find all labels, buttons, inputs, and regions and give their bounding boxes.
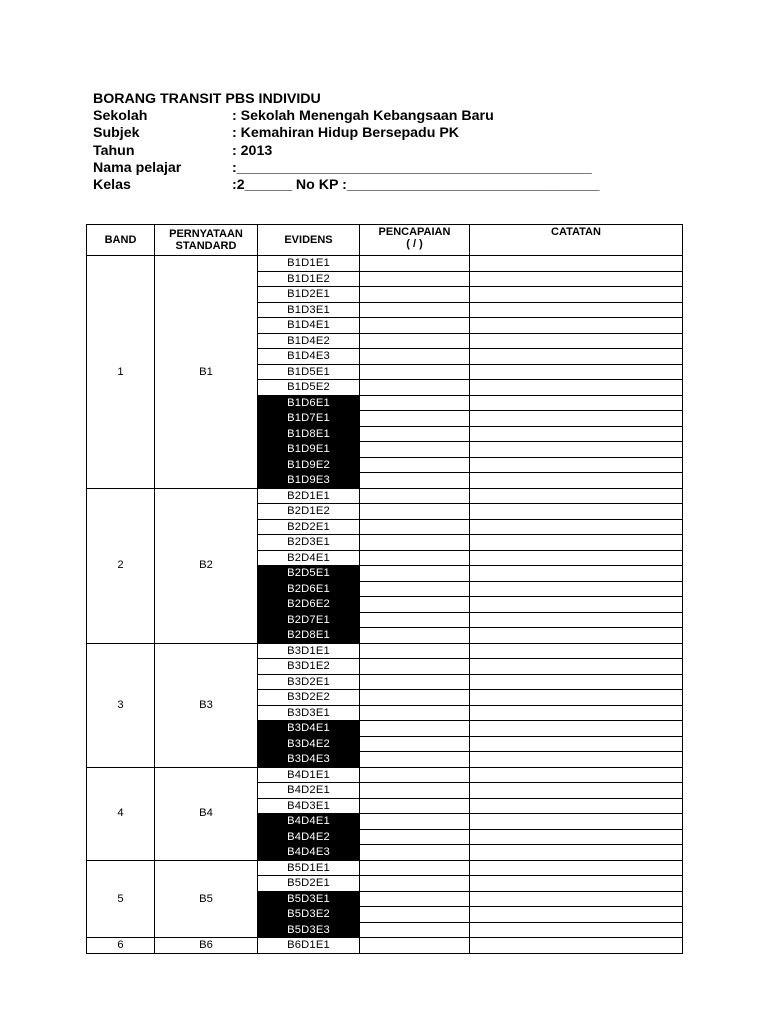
- pencapaian-cell[interactable]: [360, 705, 470, 721]
- form-title-text: BORANG TRANSIT PBS INDIVIDU: [93, 91, 321, 107]
- field-value: : 2013: [232, 142, 273, 159]
- catatan-cell[interactable]: [470, 736, 683, 752]
- catatan-cell[interactable]: [470, 705, 683, 721]
- catatan-cell[interactable]: [470, 907, 683, 923]
- evidence-cell: B4D1E1: [258, 767, 360, 783]
- catatan-cell[interactable]: [470, 845, 683, 861]
- catatan-cell[interactable]: [470, 798, 683, 814]
- pencapaian-cell[interactable]: [360, 519, 470, 535]
- pencapaian-cell[interactable]: [360, 333, 470, 349]
- pencapaian-cell[interactable]: [360, 535, 470, 551]
- pencapaian-cell[interactable]: [360, 845, 470, 861]
- evidence-cell: B1D5E2: [258, 380, 360, 396]
- pencapaian-cell[interactable]: [360, 736, 470, 752]
- band-cell: 5: [87, 860, 155, 938]
- catatan-cell[interactable]: [470, 519, 683, 535]
- evidence-cell: B4D4E1: [258, 814, 360, 830]
- evidence-cell: B1D9E3: [258, 473, 360, 489]
- catatan-cell[interactable]: [470, 566, 683, 582]
- evidence-cell: B1D1E1: [258, 256, 360, 272]
- pencapaian-cell[interactable]: [360, 411, 470, 427]
- catatan-cell[interactable]: [470, 349, 683, 365]
- standard-cell: B2: [155, 488, 258, 643]
- evidence-cell: B2D7E1: [258, 612, 360, 628]
- pencapaian-cell[interactable]: [360, 318, 470, 334]
- catatan-cell[interactable]: [470, 891, 683, 907]
- pencapaian-cell[interactable]: [360, 690, 470, 706]
- evidence-cell: B4D2E1: [258, 783, 360, 799]
- evidence-cell: B2D6E1: [258, 581, 360, 597]
- evidence-cell: B3D4E1: [258, 721, 360, 737]
- evidence-cell: B2D2E1: [258, 519, 360, 535]
- pencapaian-cell[interactable]: [360, 504, 470, 520]
- pencapaian-cell[interactable]: [360, 659, 470, 675]
- field-label: Tahun: [93, 142, 135, 159]
- catatan-cell[interactable]: [470, 535, 683, 551]
- catatan-cell[interactable]: [470, 550, 683, 566]
- catatan-cell[interactable]: [470, 612, 683, 628]
- field-nama-pelajar: [93, 160, 613, 177]
- catatan-cell[interactable]: [470, 442, 683, 458]
- pencapaian-cell[interactable]: [360, 767, 470, 783]
- pencapaian-cell[interactable]: [360, 814, 470, 830]
- catatan-cell[interactable]: [470, 473, 683, 489]
- evidence-cell: B5D2E1: [258, 876, 360, 892]
- header-evidens: EVIDENS: [258, 225, 360, 256]
- evidence-cell: B1D9E1: [258, 442, 360, 458]
- evidence-cell: B3D3E1: [258, 705, 360, 721]
- pencapaian-cell[interactable]: [360, 860, 470, 876]
- field-value: : Kemahiran Hidup Bersepadu PK: [232, 125, 460, 142]
- catatan-cell[interactable]: [470, 411, 683, 427]
- field-tahun: [93, 143, 613, 160]
- pencapaian-cell[interactable]: [360, 426, 470, 442]
- header-pencapaian-label: PENCAPAIAN: [378, 226, 451, 238]
- pencapaian-cell[interactable]: [360, 628, 470, 644]
- pencapaian-cell[interactable]: [360, 566, 470, 582]
- pencapaian-cell[interactable]: [360, 907, 470, 923]
- pencapaian-cell[interactable]: [360, 457, 470, 473]
- pencapaian-cell[interactable]: [360, 473, 470, 489]
- pencapaian-cell[interactable]: [360, 302, 470, 318]
- field-label: Kelas: [93, 176, 131, 193]
- standard-cell: B5: [155, 860, 258, 938]
- evidence-cell: B2D4E1: [258, 550, 360, 566]
- pencapaian-cell[interactable]: [360, 349, 470, 365]
- pencapaian-cell[interactable]: [360, 752, 470, 768]
- evidence-cell: B1D4E2: [258, 333, 360, 349]
- pencapaian-cell[interactable]: [360, 256, 470, 272]
- form-header: [93, 91, 613, 194]
- catatan-cell[interactable]: [470, 814, 683, 830]
- catatan-cell[interactable]: [470, 860, 683, 876]
- pencapaian-cell[interactable]: [360, 380, 470, 396]
- pencapaian-cell[interactable]: [360, 550, 470, 566]
- evidence-cell: B1D7E1: [258, 411, 360, 427]
- transit-table: [86, 224, 683, 954]
- header-band: BAND: [87, 225, 155, 256]
- catatan-cell[interactable]: [470, 457, 683, 473]
- table-row: [87, 488, 683, 504]
- field-value: :2______ No KP :________________________________: [232, 176, 600, 193]
- band-cell: 1: [87, 256, 155, 489]
- band-cell: 6: [87, 938, 155, 954]
- catatan-cell[interactable]: [470, 767, 683, 783]
- catatan-cell[interactable]: [470, 488, 683, 504]
- pencapaian-cell[interactable]: [360, 287, 470, 303]
- field-label: Sekolah: [93, 108, 148, 125]
- header-pencapaian-sub: ( / ): [406, 238, 423, 250]
- table-body: [87, 256, 683, 954]
- evidence-cell: B3D2E2: [258, 690, 360, 706]
- catatan-cell[interactable]: [470, 256, 683, 272]
- catatan-cell[interactable]: [470, 938, 683, 954]
- catatan-cell[interactable]: [470, 271, 683, 287]
- catatan-cell[interactable]: [470, 395, 683, 411]
- catatan-cell[interactable]: [470, 876, 683, 892]
- evidence-cell: B1D4E3: [258, 349, 360, 365]
- evidence-cell: B5D3E2: [258, 907, 360, 923]
- pencapaian-cell[interactable]: [360, 395, 470, 411]
- form-title: [93, 91, 613, 108]
- evidence-cell: B1D6E1: [258, 395, 360, 411]
- catatan-cell[interactable]: [470, 287, 683, 303]
- evidence-cell: B5D1E1: [258, 860, 360, 876]
- band-cell: 4: [87, 767, 155, 860]
- evidence-cell: B1D9E2: [258, 457, 360, 473]
- field-value: :_____________________________________________: [232, 159, 592, 176]
- catatan-cell[interactable]: [470, 597, 683, 613]
- evidence-cell: B1D3E1: [258, 302, 360, 318]
- table-row: [87, 643, 683, 659]
- catatan-cell[interactable]: [470, 829, 683, 845]
- evidence-cell: B1D8E1: [258, 426, 360, 442]
- evidence-cell: B4D4E2: [258, 829, 360, 845]
- pencapaian-cell[interactable]: [360, 783, 470, 799]
- evidence-cell: B2D6E2: [258, 597, 360, 613]
- pencapaian-cell[interactable]: [360, 876, 470, 892]
- standard-cell: B3: [155, 643, 258, 767]
- evidence-cell: B2D3E1: [258, 535, 360, 551]
- evidence-cell: B1D1E2: [258, 271, 360, 287]
- evidence-cell: B1D4E1: [258, 318, 360, 334]
- table-row: [87, 767, 683, 783]
- pencapaian-cell[interactable]: [360, 643, 470, 659]
- field-value: : Sekolah Menengah Kebangsaan Baru: [232, 108, 494, 125]
- catatan-cell[interactable]: [470, 628, 683, 644]
- evidence-cell: B6D1E1: [258, 938, 360, 954]
- pencapaian-cell[interactable]: [360, 442, 470, 458]
- evidence-cell: B2D1E1: [258, 488, 360, 504]
- catatan-cell[interactable]: [470, 752, 683, 768]
- header-pernyataan-standard: PERNYATAAN STANDARD: [155, 225, 258, 256]
- header-catatan: CATATAN: [470, 225, 683, 256]
- evidence-cell: B3D4E2: [258, 736, 360, 752]
- pencapaian-cell[interactable]: [360, 364, 470, 380]
- field-label: Subjek: [93, 125, 140, 142]
- catatan-cell[interactable]: [470, 721, 683, 737]
- evidence-cell: B1D5E1: [258, 364, 360, 380]
- catatan-cell[interactable]: [470, 364, 683, 380]
- pencapaian-cell[interactable]: [360, 271, 470, 287]
- catatan-cell[interactable]: [470, 922, 683, 938]
- band-cell: 3: [87, 643, 155, 767]
- pencapaian-cell[interactable]: [360, 581, 470, 597]
- pencapaian-cell[interactable]: [360, 891, 470, 907]
- pencapaian-cell[interactable]: [360, 938, 470, 954]
- pencapaian-cell[interactable]: [360, 798, 470, 814]
- catatan-cell[interactable]: [470, 380, 683, 396]
- catatan-cell[interactable]: [470, 643, 683, 659]
- catatan-cell[interactable]: [470, 581, 683, 597]
- evidence-cell: B4D3E1: [258, 798, 360, 814]
- evidence-cell: B1D2E1: [258, 287, 360, 303]
- standard-cell: B1: [155, 256, 258, 489]
- field-label: Nama pelajar: [93, 159, 182, 176]
- evidence-cell: B3D1E2: [258, 659, 360, 675]
- pencapaian-cell[interactable]: [360, 674, 470, 690]
- evidence-cell: B2D5E1: [258, 566, 360, 582]
- evidence-cell: B3D4E3: [258, 752, 360, 768]
- pencapaian-cell[interactable]: [360, 488, 470, 504]
- catatan-cell[interactable]: [470, 318, 683, 334]
- evidence-cell: B3D2E1: [258, 674, 360, 690]
- catatan-cell[interactable]: [470, 690, 683, 706]
- field-sekolah: [93, 108, 613, 125]
- catatan-cell[interactable]: [470, 659, 683, 675]
- table-row: [87, 938, 683, 954]
- pencapaian-cell[interactable]: [360, 612, 470, 628]
- table-row: [87, 860, 683, 876]
- catatan-cell[interactable]: [470, 674, 683, 690]
- catatan-cell[interactable]: [470, 504, 683, 520]
- evidence-cell: B4D4E3: [258, 845, 360, 861]
- pencapaian-cell[interactable]: [360, 829, 470, 845]
- evidence-cell: B5D3E3: [258, 922, 360, 938]
- header-pencapaian: [360, 225, 470, 256]
- evidence-cell: B2D8E1: [258, 628, 360, 644]
- pencapaian-cell[interactable]: [360, 597, 470, 613]
- evidence-cell: B5D3E1: [258, 891, 360, 907]
- catatan-cell[interactable]: [470, 426, 683, 442]
- field-kelas: [93, 177, 613, 194]
- catatan-cell[interactable]: [470, 333, 683, 349]
- standard-cell: B4: [155, 767, 258, 860]
- field-subjek: [93, 125, 613, 142]
- pencapaian-cell[interactable]: [360, 721, 470, 737]
- evidence-cell: B2D1E2: [258, 504, 360, 520]
- band-cell: 2: [87, 488, 155, 643]
- standard-cell: B6: [155, 938, 258, 954]
- table-header-row: [87, 225, 683, 256]
- catatan-cell[interactable]: [470, 302, 683, 318]
- catatan-cell[interactable]: [470, 783, 683, 799]
- evidence-cell: B3D1E1: [258, 643, 360, 659]
- pencapaian-cell[interactable]: [360, 922, 470, 938]
- table-row: [87, 256, 683, 272]
